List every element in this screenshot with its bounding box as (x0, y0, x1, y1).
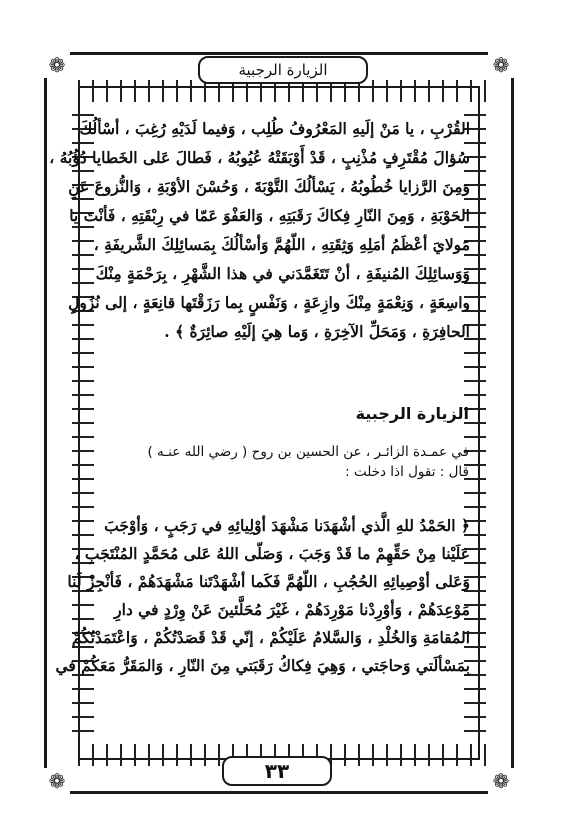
text-line: بِمَسْألَتي وَحاجَتي ، وَهِيَ فِكاكُ رَقَبَتي مِنَ النّارِ ، وَالمَقَرُّ مَعَكُمْ في (55, 656, 470, 675)
corner-ornament-icon: ❁ (44, 768, 70, 794)
intro-line: في عمـدة الزائـر ، عن الحسين بن روح ( رضي الله عنـه ) (147, 444, 469, 460)
text-line: سُؤالَ مُقْتَرِفٍ مُذْنِبٍ ، قَدْ أَوْبَقَتْهُ عُيُوبُهُ ، فَطالَ عَلى الخَطايا دُؤُبُهُ ، (49, 148, 470, 167)
running-header (198, 56, 368, 84)
corner-ornament-icon: ❁ (488, 52, 514, 78)
text-line: المُقامَةِ وَالخُلْدِ ، وَالسَّلامُ عَلَيْكُمْ ، إنّي قَدْ قَصَدْتُكُمْ ، وَاعْتَمَدْتُكُمْ (71, 628, 470, 647)
text-line: وَعَلى أوْصِيائِهِ الحُجُبِ ، اللّهُمَّ فَكَما أشْهَدْتَنا مَشْهَدَهُمْ ، فَأنْجِزْ لَنا (67, 572, 470, 591)
text-line: القُرْبِ ، يا مَنْ إلَيهِ المَعْرُوفُ طُلِب ، وَفيما لَدَيْهِ رُغِبَ ، أسْألُكَ (79, 119, 470, 138)
paragraph-2 (55, 512, 470, 680)
corner-ornament-icon: ❁ (44, 52, 70, 78)
text-line: عَلَيْنا مِنْ حَقِّهِمْ ما قَدْ وَجَبَ ، وَصَلّى اللهُ عَلى مُحَمَّدٍ المُنْتَجَبِ ، (74, 544, 470, 563)
text-line: واسِعَةٍ ، وَنِعْمَةٍ مِنْكَ وازِعَةٍ ، وَنَفْسٍ بِما رَزَقْتَها قانِعَةٍ ، إلى نُزُولِ (68, 293, 470, 312)
text-line: وَوَسائِلِكَ المُنيفَةِ ، أنْ تَتَغَمَّدَني في هذا الشَّهْرِ ، بِرَحْمَةٍ مِنْكَ (95, 264, 470, 283)
text-line: الحافِرَةِ ، وَمَحَلِّ الآخِرَةِ ، وَما هِيَ إلَيْهِ صائِرَةٌ ﴾ . (164, 322, 470, 341)
text-line: الحَوْبَةِ ، وَمِنَ النّارِ فِكاكَ رَقَبَتِهِ ، وَالعَفْوَ عَمّا في رِبْقَتِهِ ، فَأنْتَ يا (69, 206, 470, 225)
text-line: مَوْعِدَهُمْ ، وَأوْرِدْنا مَوْرِدَهُمْ ، غَيْرَ مُحَلَّئينَ عَنْ وِرْدٍ في دارِ (114, 600, 470, 619)
page-number: ٣٣ (264, 759, 290, 783)
text-line: وَمِنَ الرَّزايا خُطُوبُهُ ، يَسْألُكَ التَّوْبَةَ ، وَحُسْنَ الأوْبَةِ ، وَالنُّزوعَ عَنِ (68, 177, 470, 196)
section-intro (89, 442, 469, 482)
page-number-box (222, 756, 332, 786)
text-line: مَولايَ أعْظَمُ أمَلِهِ وَثِقَتِهِ ، اللّهُمَّ وَأسْألُكَ بِمَسائِلِكَ الشَّريفَةِ ، (93, 235, 470, 254)
paragraph-1 (49, 114, 470, 346)
intro-line: قال : تقول اذا دخلت : (345, 464, 469, 480)
running-header-title: الزيارة الرجبية (238, 61, 328, 79)
section-heading: الزيارة الرجبية (355, 404, 469, 423)
corner-ornament-icon: ❁ (488, 768, 514, 794)
text-line: ﴿ الحَمْدُ للهِ الَّذي أشْهَدَنا مَشْهَدَ أوْلِيائِهِ في رَجَبٍ ، وَأوْجَبَ (104, 516, 470, 535)
